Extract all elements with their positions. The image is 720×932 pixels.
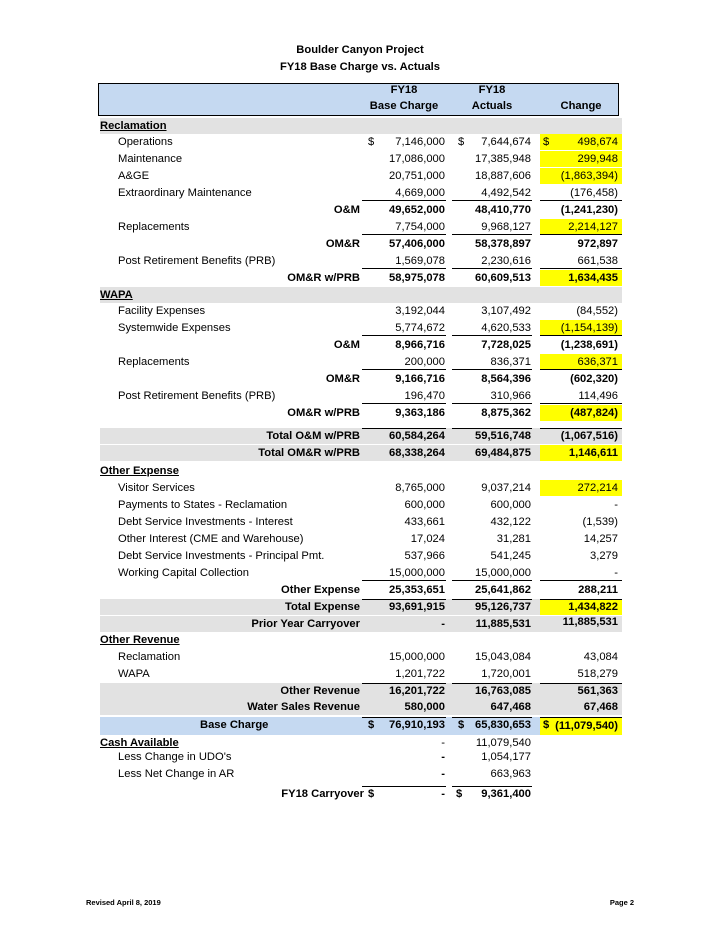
base-value: 15,000,000	[389, 651, 445, 663]
subtotal-row	[100, 202, 622, 218]
change-value: 43,084	[583, 651, 618, 663]
dollar-sign: $	[458, 719, 465, 731]
overline	[452, 683, 532, 684]
table-row	[100, 749, 622, 765]
section-row	[100, 118, 622, 134]
table-row	[100, 766, 622, 782]
actual-value: 310,966	[490, 390, 531, 402]
change-value: 272,214	[540, 480, 622, 496]
row-label: Maintenance	[118, 153, 183, 165]
row-label: Less Net Change in AR	[118, 768, 235, 780]
row-label: OM&R	[325, 373, 360, 385]
overline	[540, 717, 622, 718]
dollar-sign: $	[543, 136, 550, 148]
table-row	[100, 219, 622, 235]
table-row	[100, 565, 622, 581]
row-label: O&M	[333, 204, 360, 216]
actual-value: 9,037,214	[481, 482, 531, 494]
base-value: 16,201,722	[389, 685, 445, 697]
actual-value: 15,000,000	[475, 567, 531, 579]
base-value: 76,910,193	[389, 719, 445, 731]
change-value: 299,948	[540, 151, 622, 167]
change-value: 114,496	[578, 390, 618, 402]
change-value: (84,552)	[576, 305, 618, 317]
actual-value: 65,830,653	[475, 719, 531, 731]
change-value: (1,863,394)	[540, 168, 622, 184]
actual-value: 4,620,533	[481, 322, 531, 334]
table-row	[100, 354, 622, 370]
section-row	[100, 287, 622, 303]
change-value: (1,238,691)	[560, 339, 618, 351]
total-row	[100, 616, 622, 632]
row-label: WAPA	[118, 668, 150, 680]
actual-value: 11,885,531	[475, 618, 531, 630]
row-label: Total O&M w/PRB	[266, 430, 360, 442]
row-label: Base Charge	[200, 719, 269, 731]
actual-value: 8,875,362	[481, 407, 531, 419]
underline	[540, 335, 622, 336]
row-label: Prior Year Carryover	[251, 618, 360, 630]
subtotal-row	[100, 405, 622, 421]
total-row	[100, 445, 622, 461]
row-label: Replacements	[118, 221, 190, 233]
change-value: (176,458)	[570, 187, 618, 199]
table-row	[100, 497, 622, 513]
base-value: 196,470	[404, 390, 445, 402]
overline	[540, 683, 622, 684]
total-row	[100, 699, 622, 715]
dollar-sign: $	[543, 719, 550, 731]
actual-value: 3,107,492	[481, 305, 531, 317]
change-value: 498,674	[540, 134, 622, 150]
table-row	[100, 253, 622, 269]
base-value: -	[441, 751, 445, 763]
change-value: (602,320)	[570, 373, 618, 385]
overline	[362, 717, 446, 718]
overline	[452, 599, 532, 600]
footer-revised-date: Revised April 8, 2019	[86, 898, 161, 907]
row-label: Less Change in UDO's	[118, 751, 232, 763]
base-value: -	[441, 768, 445, 780]
base-value: 5,774,672	[395, 322, 445, 334]
row-label: A&GE	[118, 170, 150, 182]
change-value: 1,146,611	[540, 445, 622, 461]
underline	[452, 580, 532, 581]
actual-value: 48,410,770	[475, 204, 531, 216]
actual-value: 7,644,674	[481, 136, 531, 148]
row-label: Post Retirement Benefits (PRB)	[118, 390, 276, 402]
row-label: Reclamation	[118, 651, 181, 663]
base-value: 600,000	[404, 499, 445, 511]
base-value: 1,569,078	[395, 255, 445, 267]
carryover-row	[100, 786, 622, 802]
row-label: Working Capital Collection	[118, 567, 249, 579]
row-label: Extraordinary Maintenance	[118, 187, 252, 199]
actual-value: 2,230,616	[481, 255, 531, 267]
change-value: (487,824)	[540, 405, 622, 421]
dollar-sign: $	[368, 788, 375, 800]
row-label: Visitor Services	[118, 482, 195, 494]
header-fy18-base-line1: FY18	[390, 84, 418, 96]
row-label: FY18 Carryover	[281, 788, 364, 800]
table-row	[100, 320, 622, 336]
base-value: 68,338,264	[389, 447, 445, 459]
subtotal-row	[100, 371, 622, 387]
report-title: Boulder Canyon Project	[296, 44, 424, 56]
actual-value: 663,963	[490, 768, 531, 780]
base-value: 200,000	[404, 356, 445, 368]
row-label: Other Interest (CME and Warehouse)	[118, 533, 304, 545]
section-title-cash-available: Cash Available	[100, 737, 179, 749]
section-row	[100, 632, 622, 648]
actual-value: 11,079,540	[475, 737, 531, 749]
subtotal-row	[100, 337, 622, 353]
actual-value: 60,609,513	[475, 272, 531, 284]
header-fy18-actuals-line1: FY18	[478, 84, 506, 96]
base-value: 57,406,000	[389, 238, 445, 250]
underline	[452, 335, 532, 336]
actual-value: 59,516,748	[475, 430, 531, 442]
total-row	[100, 599, 622, 615]
base-value: -	[441, 737, 445, 749]
base-value: 580,000	[404, 701, 445, 713]
actual-value: 9,361,400	[481, 788, 531, 800]
underline	[362, 200, 446, 201]
actual-value: 1,720,001	[481, 668, 531, 680]
change-value: (1,154,139)	[540, 320, 622, 336]
table-row	[100, 134, 622, 150]
actual-value: 95,126,737	[475, 601, 531, 613]
overline	[362, 599, 446, 600]
subtotal-row	[100, 582, 622, 598]
row-label: OM&R	[325, 238, 360, 250]
base-value: 7,754,000	[395, 221, 445, 233]
actual-value: 9,968,127	[481, 221, 531, 233]
change-value: 3,279	[590, 550, 618, 562]
base-value: 9,363,186	[395, 407, 445, 419]
actual-value: 600,000	[490, 499, 531, 511]
row-label: Operations	[118, 136, 173, 148]
row-label: Systemwide Expenses	[118, 322, 231, 334]
table-row	[100, 649, 622, 665]
dollar-sign: $	[368, 136, 375, 148]
header-change: Change	[560, 100, 602, 112]
underline	[452, 369, 532, 370]
actual-value: 7,728,025	[481, 339, 531, 351]
underline	[540, 403, 622, 404]
underline	[540, 200, 622, 201]
footer-page-number: Page 2	[609, 898, 634, 907]
base-value: 9,166,716	[395, 373, 445, 385]
actual-value: 31,281	[496, 533, 531, 545]
overline	[452, 786, 532, 787]
row-label: Total Expense	[284, 601, 360, 613]
actual-value: 16,763,085	[475, 685, 531, 697]
change-value: 972,897	[577, 238, 618, 250]
underline	[540, 234, 622, 235]
underline	[540, 369, 622, 370]
row-label: Payments to States - Reclamation	[118, 499, 288, 511]
row-label: Replacements	[118, 356, 190, 368]
base-charge-row	[100, 717, 622, 735]
base-value: -	[441, 618, 445, 630]
table-row	[100, 531, 622, 547]
base-value: 433,661	[404, 516, 445, 528]
report-subtitle: FY18 Base Charge vs. Actuals	[279, 61, 440, 73]
table-row	[100, 151, 622, 167]
actual-value: 1,054,177	[481, 751, 531, 763]
overline	[540, 428, 622, 429]
change-value: -	[614, 567, 618, 579]
change-value: 661,538	[577, 255, 618, 267]
base-value: 8,966,716	[395, 339, 445, 351]
overline	[362, 786, 446, 787]
base-value: 17,086,000	[389, 153, 445, 165]
overline	[540, 599, 622, 600]
header-fy18-actuals-line2: Actuals	[471, 100, 513, 112]
dollar-sign: $	[368, 719, 375, 731]
base-value: 7,146,000	[395, 136, 445, 148]
overline	[362, 428, 446, 429]
table-row	[100, 666, 622, 682]
table-row	[100, 388, 622, 404]
section-title-reclamation: Reclamation	[100, 120, 167, 132]
base-value: 58,975,078	[389, 272, 445, 284]
change-value: 14,257	[583, 533, 618, 545]
row-label: Post Retirement Benefits (PRB)	[118, 255, 276, 267]
change-value: 636,371	[540, 354, 622, 370]
change-value: (1,241,230)	[560, 204, 618, 216]
base-value: 8,765,000	[395, 482, 445, 494]
table-row	[100, 514, 622, 530]
row-label: Other Revenue	[280, 685, 360, 697]
subtotal-row	[100, 236, 622, 252]
row-label: O&M	[333, 339, 360, 351]
row-label: OM&R w/PRB	[287, 272, 360, 284]
base-value: 93,691,915	[389, 601, 445, 613]
actual-value: 18,887,606	[475, 170, 531, 182]
change-value: 1,634,435	[540, 270, 622, 286]
underline	[452, 268, 532, 269]
base-value: 20,751,000	[389, 170, 445, 182]
change-value: (1,539)	[582, 516, 618, 528]
total-row	[100, 428, 622, 444]
table-row	[100, 548, 622, 564]
row-label: OM&R w/PRB	[287, 407, 360, 419]
section-row	[100, 463, 622, 479]
actual-value: 15,043,084	[475, 651, 531, 663]
base-value: 17,024	[410, 533, 445, 545]
subtotal-row	[100, 270, 622, 286]
section-title-other-revenue: Other Revenue	[100, 634, 180, 646]
dollar-sign: $	[458, 136, 465, 148]
change-value: 2,214,127	[540, 219, 622, 235]
underline	[452, 234, 532, 235]
actual-value: 17,385,948	[475, 153, 531, 165]
table-row	[100, 185, 622, 201]
base-value: 60,584,264	[389, 430, 445, 442]
row-label: Total OM&R w/PRB	[258, 447, 360, 459]
overline	[452, 428, 532, 429]
base-value: 49,652,000	[389, 204, 445, 216]
base-value: 25,353,651	[389, 584, 445, 596]
dollar-sign: $	[456, 788, 463, 800]
base-value: -	[441, 788, 445, 800]
underline	[452, 403, 532, 404]
underline	[540, 268, 622, 269]
row-label: Debt Service Investments - Interest	[118, 516, 293, 528]
underline	[362, 335, 446, 336]
section-title-other-expense: Other Expense	[100, 465, 179, 477]
actual-value: 25,641,862	[475, 584, 531, 596]
change-value: 288,211	[578, 584, 618, 596]
actual-value: 58,378,897	[475, 238, 531, 250]
row-label: Other Expense	[281, 584, 360, 596]
change-value: 1,434,822	[540, 599, 622, 615]
change-value: 518,279	[577, 668, 618, 680]
section-title-wapa: WAPA	[100, 289, 133, 301]
underline	[362, 234, 446, 235]
base-value: 537,966	[404, 550, 445, 562]
base-value: 3,192,044	[395, 305, 445, 317]
change-value: 561,363	[577, 685, 618, 697]
row-label: Facility Expenses	[118, 305, 206, 317]
row-label: Water Sales Revenue	[247, 701, 360, 713]
overline	[452, 717, 532, 718]
underline	[452, 200, 532, 201]
total-row	[100, 683, 622, 699]
header-fy18-base-line2: Base Charge	[369, 100, 439, 112]
actual-value: 69,484,875	[475, 447, 531, 459]
underline	[362, 403, 446, 404]
underline	[540, 580, 622, 581]
underline	[362, 268, 446, 269]
change-value: (11,079,540)	[540, 717, 622, 735]
change-value: -	[614, 499, 618, 511]
row-label: Debt Service Investments - Principal Pmt.	[118, 550, 325, 562]
actual-value: 836,371	[490, 356, 531, 368]
underline	[362, 369, 446, 370]
table-row	[100, 480, 622, 496]
table-row	[100, 168, 622, 184]
change-value: (1,067,516)	[560, 430, 618, 442]
actual-value: 432,122	[490, 516, 531, 528]
actual-value: 647,468	[490, 701, 531, 713]
change-value: 67,468	[583, 701, 618, 713]
actual-value: 8,564,396	[481, 373, 531, 385]
table-row	[100, 303, 622, 319]
overline	[362, 683, 446, 684]
underline	[362, 580, 446, 581]
base-value: 15,000,000	[389, 567, 445, 579]
change-value: 11,885,531	[562, 616, 618, 628]
actual-value: 541,245	[490, 550, 531, 562]
base-value: 1,201,722	[395, 668, 445, 680]
actual-value: 4,492,542	[481, 187, 531, 199]
base-value: 4,669,000	[395, 187, 445, 199]
